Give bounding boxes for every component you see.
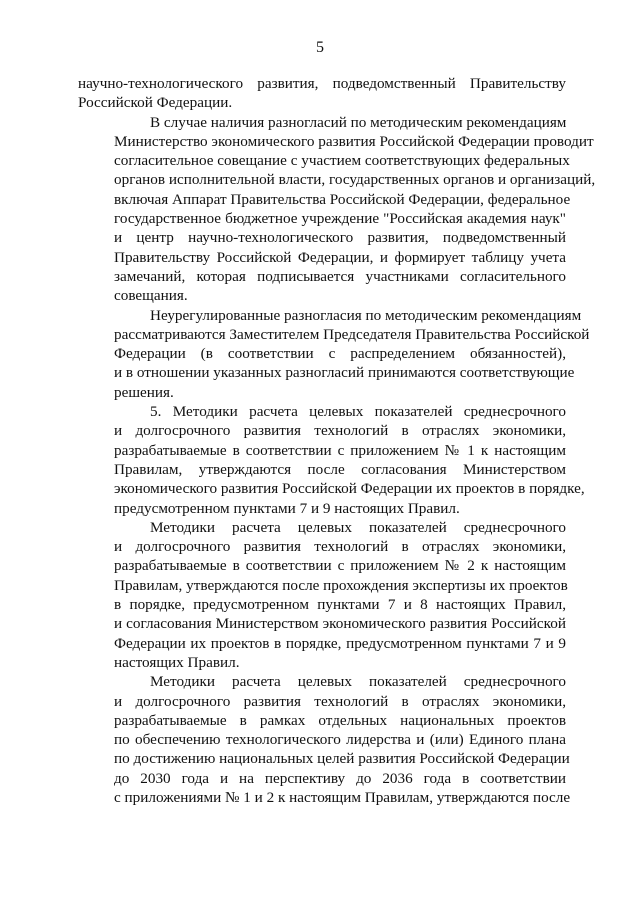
text-line: разрабатываемые в рамках отдельных национальных проектов	[114, 711, 566, 729]
page-number: 5	[316, 39, 324, 56]
paragraph	[78, 306, 590, 402]
text-line: разрабатываемые в соответствии с приложением № 2 к настоящим	[114, 557, 566, 575]
text-line: и в отношении указанных разногласий принимаются соответствующие	[114, 364, 575, 382]
document-body	[78, 74, 596, 807]
text-line: с приложениями № 1 и 2 к настоящим Правилам, утверждаются после	[114, 788, 571, 806]
text-line: и долгосрочного развития технологий в отраслях экономики,	[114, 538, 566, 556]
text-line: Неурегулированные разногласия по методическим рекомендациям	[150, 306, 582, 324]
text-line: включая Аппарат Правительства Российской Федерации, федеральное	[114, 190, 571, 208]
text-line: согласительное совещание с участием соответствующих федеральных	[114, 152, 570, 170]
text-line: предусмотренном пунктами 7 и 9 настоящих Правил.	[114, 499, 460, 517]
text-line: В случае наличия разногласий по методическим рекомендациям	[150, 113, 567, 131]
text-line: Методики расчета целевых показателей среднесрочного	[150, 518, 566, 536]
text-line: 5. Методики расчета целевых показателей среднесрочного	[150, 403, 566, 421]
text-line: и долгосрочного развития технологий в отраслях экономики,	[114, 422, 566, 440]
text-line: в порядке, предусмотренном пунктами 7 и 8 настоящих Правил,	[114, 596, 566, 614]
text-line: разрабатываемые в соответствии с приложением № 1 к настоящим	[114, 441, 566, 459]
text-line: и согласования Министерством экономического развития Российской	[114, 615, 566, 633]
text-line: настоящих Правил.	[114, 653, 240, 671]
text-line: Правилам, утверждаются после прохождения экспертизы их проектов	[114, 576, 568, 594]
text-line: экономического развития Российской Федерации их проектов в порядке,	[114, 480, 585, 498]
text-line: органов исполнительной власти, государственных органов и организаций,	[114, 171, 596, 189]
text-line: рассматриваются Заместителем Председателя Правительства Российской	[114, 325, 590, 343]
paragraph	[78, 74, 566, 113]
paragraph	[78, 402, 585, 518]
text-line: до 2030 года и на перспективу до 2036 года в соответствии	[114, 769, 566, 787]
paragraph	[78, 518, 566, 672]
text-line: научно-технологического развития, подведомственный Правительству	[78, 75, 566, 92]
text-line: по обеспечению технологического лидерства и (или) Единого плана	[114, 731, 566, 749]
text-line: решения.	[114, 383, 174, 401]
text-line: Российской Федерации.	[78, 94, 233, 112]
text-line: Правительству Российской Федерации, и формирует таблицу учета	[114, 248, 566, 266]
paragraph	[78, 672, 571, 807]
text-line: совещания.	[114, 287, 188, 305]
text-line: Правилам, утверждаются после согласования Министерством	[114, 460, 566, 478]
paragraph	[78, 113, 596, 306]
text-line: Федерации (в соответствии с распределением обязанностей),	[114, 345, 566, 363]
text-line: Министерство экономического развития Российской Федерации проводит	[114, 132, 594, 150]
text-line: государственное бюджетное учреждение "Российская академия наук"	[114, 210, 566, 228]
text-line: и центр научно-технологического развития, подведомственный	[114, 229, 566, 247]
text-line: Федерации их проектов в порядке, предусмотренном пунктами 7 и 9	[114, 634, 566, 652]
text-line: Методики расчета целевых показателей среднесрочного	[150, 673, 566, 691]
text-line: замечаний, которая подписывается участниками согласительного	[114, 267, 566, 285]
text-line: и долгосрочного развития технологий в отраслях экономики,	[114, 692, 566, 710]
text-line: по достижению национальных целей развития Российской Федерации	[114, 750, 570, 768]
